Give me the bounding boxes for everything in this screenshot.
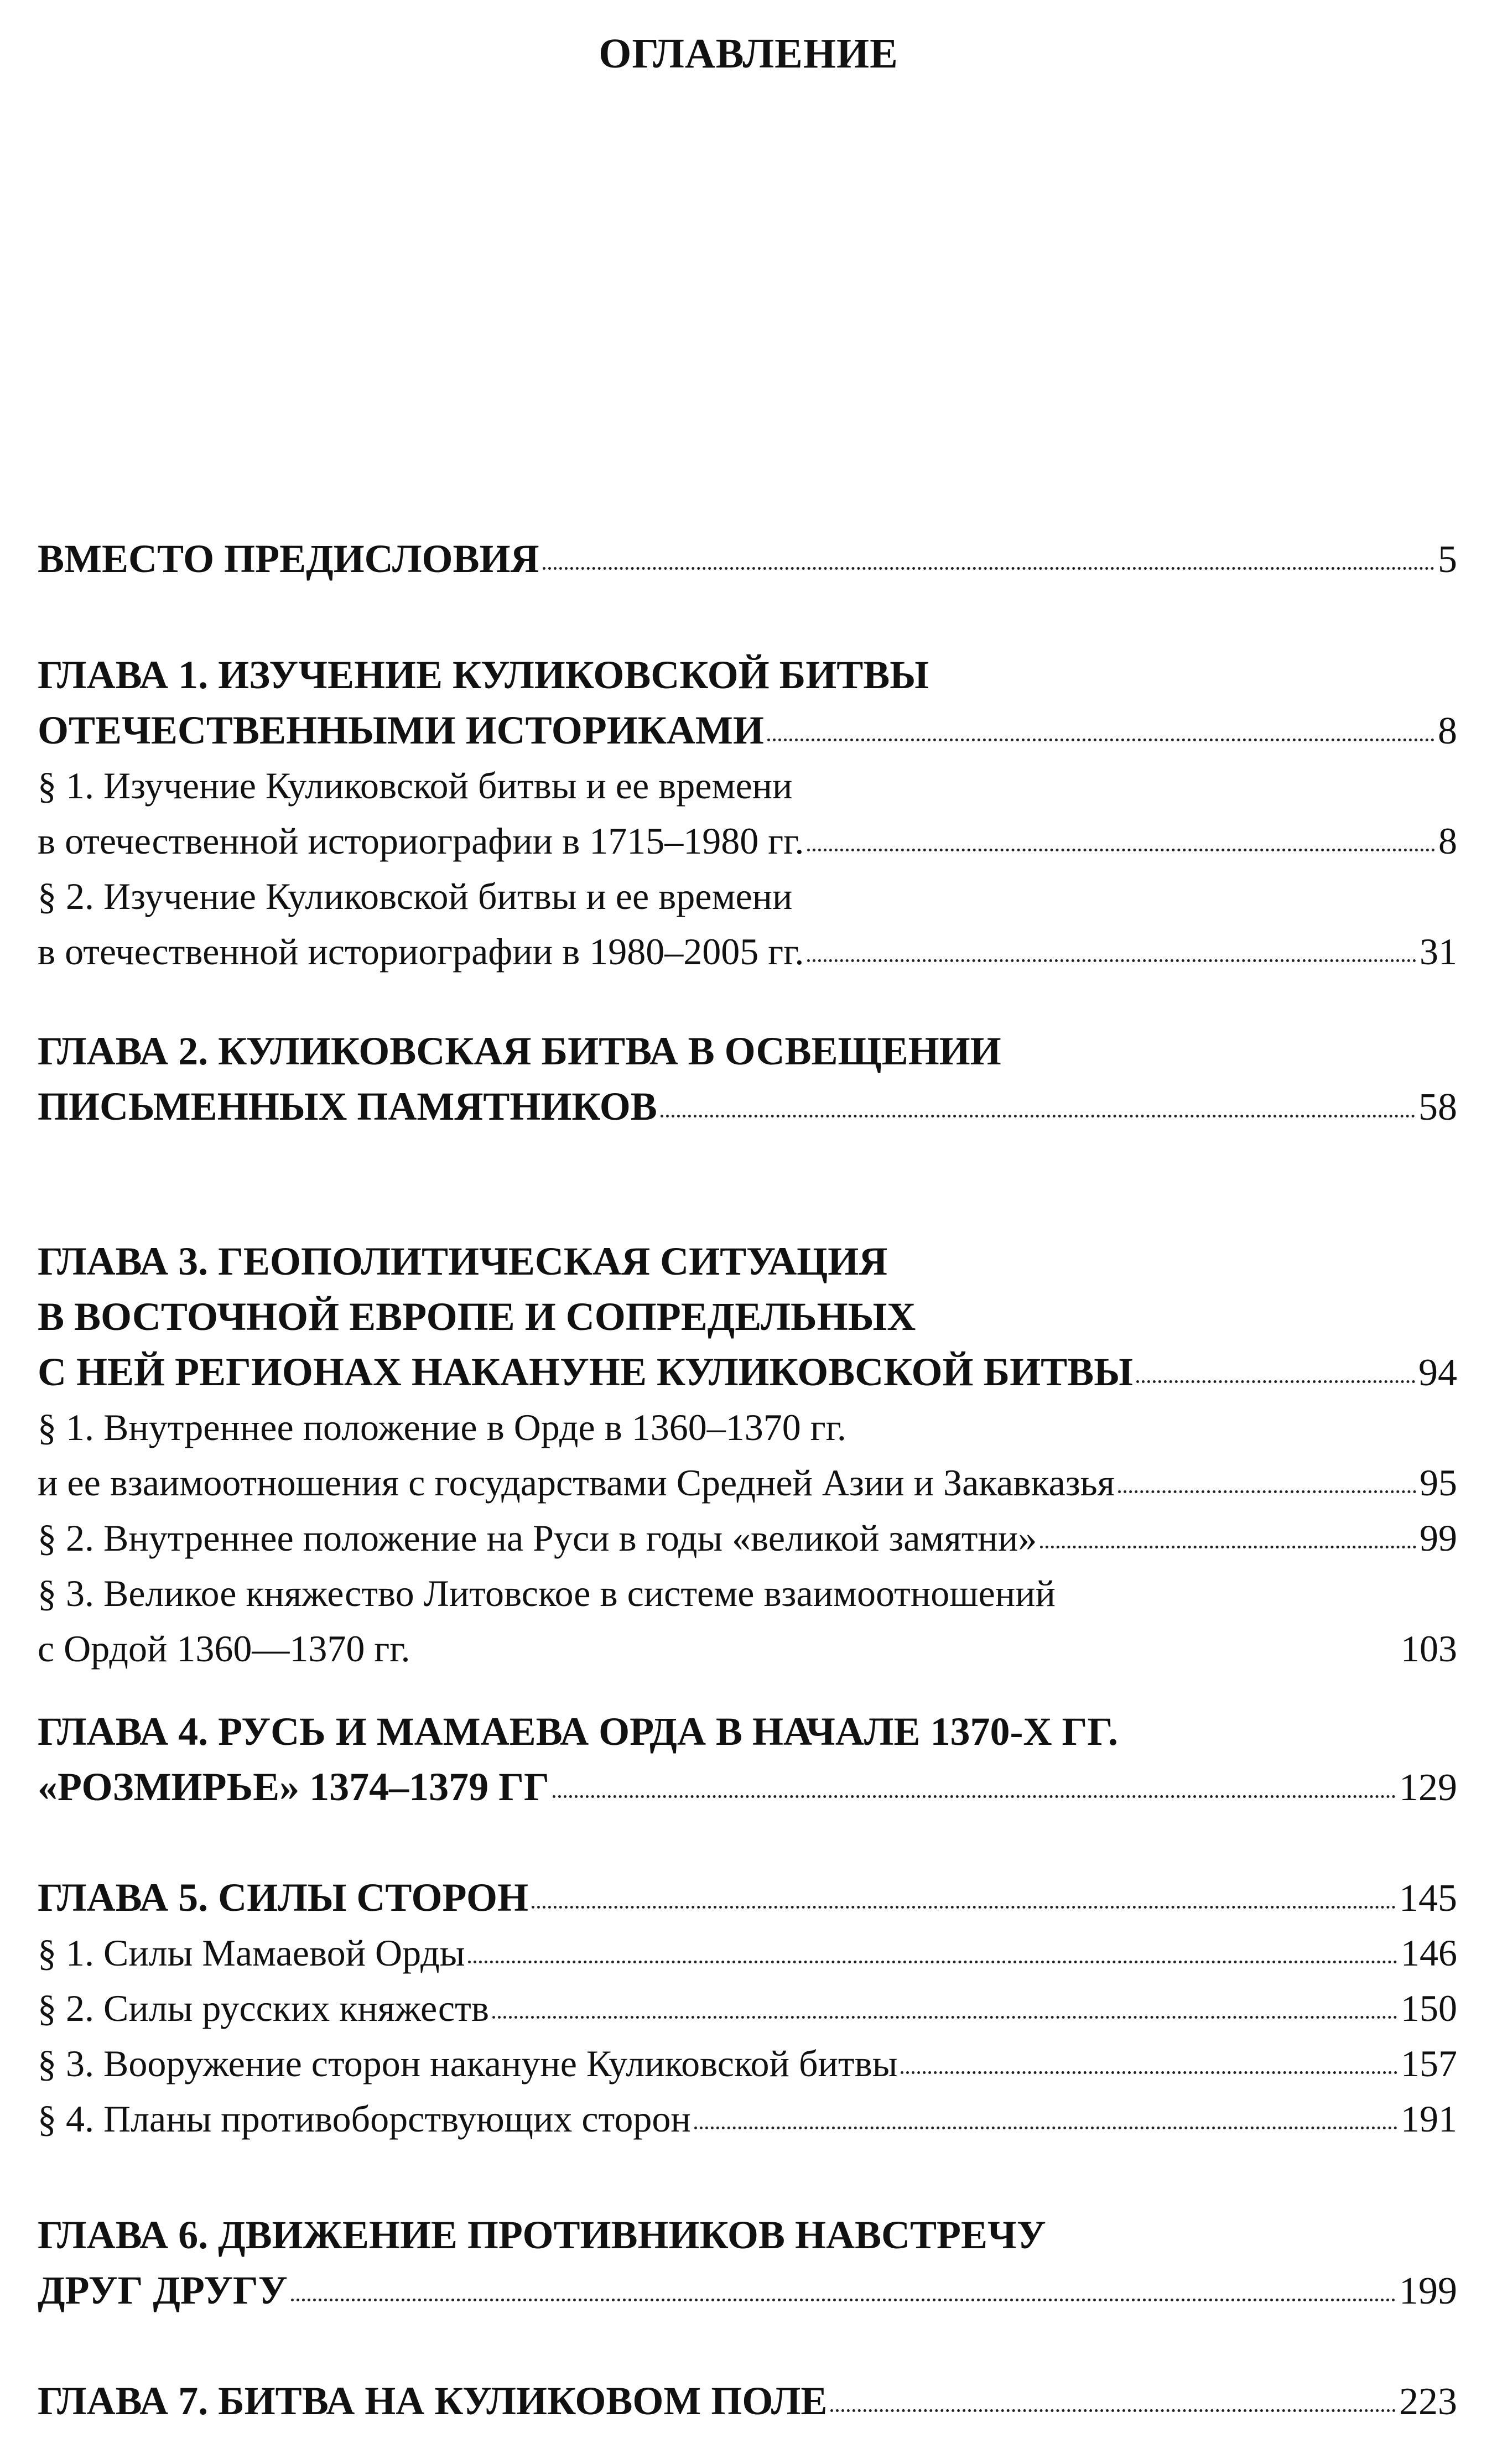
- dot-leader: [291, 2299, 1396, 2301]
- dot-leader: [901, 2071, 1397, 2074]
- page-number: 31: [1420, 931, 1457, 973]
- toc-chapter-line: [38, 1079, 1457, 1134]
- toc-section-line: [38, 813, 1457, 869]
- dot-leader: [1136, 1380, 1415, 1383]
- section-title: и ее взаимоотношения с государствами Средней Азии и Закавказья: [38, 1462, 1115, 1504]
- dot-leader: [492, 2016, 1397, 2019]
- toc-chapter-line: [38, 1704, 1457, 1759]
- toc-section-line: [38, 1980, 1457, 2036]
- chapter-title: В ВОСТОЧНОЙ ЕВРОПЕ И СОПРЕДЕЛЬНЫХ: [38, 1295, 916, 1339]
- dot-leader: [1040, 1546, 1416, 1548]
- section-title: § 1. Внутреннее положение в Орде в 1360–1370 гг.: [38, 1406, 846, 1448]
- dot-leader: [543, 567, 1434, 570]
- page-number: 150: [1401, 1987, 1457, 2029]
- page-number: 146: [1401, 1932, 1457, 1974]
- chapter-title: ГЛАВА 2. КУЛИКОВСКАЯ БИТВА В ОСВЕЩЕНИИ: [38, 1029, 1001, 1073]
- dot-leader: [661, 1115, 1415, 1117]
- section-title: § 2. Изучение Куликовской битвы и ее времени: [38, 875, 793, 917]
- toc-section-line: [38, 1400, 1457, 1455]
- toc-section-line: [38, 1510, 1457, 1566]
- dot-leader: [1118, 1490, 1416, 1493]
- toc-section-line: [38, 2036, 1457, 2091]
- chapter-title: ГЛАВА 1. ИЗУЧЕНИЕ КУЛИКОВСКОЙ БИТВЫ: [38, 653, 929, 697]
- toc-chapter-line: [38, 1023, 1457, 1079]
- toc-chapter-line: [38, 2373, 1457, 2429]
- chapter-title: ГЛАВА 4. РУСЬ И МАМАЕВА ОРДА В НАЧАЛЕ 1370-Х ГГ.: [38, 1709, 1118, 1754]
- section-title: в отечественной историографии в 1980–2005 гг.: [38, 931, 804, 973]
- section-title: в отечественной историографии в 1715–1980 гг.: [38, 820, 804, 862]
- toc-section-line: [38, 869, 1457, 924]
- page-number: 8: [1438, 820, 1457, 862]
- toc-chapter-line: [38, 1289, 1457, 1344]
- section-title: с Ордой 1360—1370 гг.: [38, 1628, 410, 1670]
- section-title: § 3. Великое княжество Литовское в системе взаимоотношений: [38, 1572, 1056, 1614]
- page-number: 191: [1401, 2098, 1457, 2140]
- chapter-title: С НЕЙ РЕГИОНАХ НАКАНУНЕ КУЛИКОВСКОЙ БИТВЫ: [38, 1350, 1133, 1394]
- section-title: § 4. Планы противоборствующих сторон: [38, 2098, 691, 2140]
- chapter-title: ПИСЬМЕННЫХ ПАМЯТНИКОВ: [38, 1084, 657, 1129]
- page-number: 103: [1401, 1628, 1457, 1670]
- chapter-title: ГЛАВА 3. ГЕОПОЛИТИЧЕСКАЯ СИТУАЦИЯ: [38, 1239, 888, 1283]
- toc-chapter-line: [38, 1344, 1457, 1400]
- section-title: § 2. Внутреннее положение на Руси в годы «великой замятни»: [38, 1517, 1037, 1559]
- page-number: 58: [1418, 1086, 1457, 1129]
- page-number: 94: [1418, 1351, 1457, 1394]
- dot-leader: [807, 959, 1416, 962]
- page-number: 5: [1438, 538, 1457, 581]
- dot-leader: [553, 1795, 1396, 1798]
- chapter-title: «РОЗМИРЬЕ» 1374–1379 ГГ: [38, 1765, 549, 1809]
- section-title: § 1. Изучение Куликовской битвы и ее времени: [38, 765, 793, 807]
- toc-chapter-line: [38, 531, 1457, 586]
- toc-section-line: [38, 924, 1457, 979]
- dot-leader: [807, 849, 1435, 851]
- page-number: 129: [1399, 1766, 1457, 1809]
- chapter-title: ГЛАВА 7. БИТВА НА КУЛИКОВОМ ПОЛЕ: [38, 2379, 828, 2423]
- dot-leader: [532, 1906, 1396, 1909]
- toc-chapter-line: [38, 1234, 1457, 1289]
- toc-chapter-line: [38, 1870, 1457, 1925]
- page-number: 145: [1399, 1877, 1457, 1920]
- chapter-title: ОТЕЧЕСТВЕННЫМИ ИСТОРИКАМИ: [38, 708, 764, 752]
- page-number: 8: [1438, 710, 1457, 752]
- toc-section-line: [38, 1621, 1457, 1676]
- dot-leader: [468, 1961, 1397, 1963]
- toc-chapter-line: [38, 2263, 1457, 2318]
- section-title: § 1. Силы Мамаевой Орды: [38, 1932, 465, 1974]
- toc-section-line: [38, 1566, 1457, 1621]
- toc-section-line: [38, 2091, 1457, 2146]
- chapter-title: ВМЕСТО ПРЕДИСЛОВИЯ: [38, 537, 539, 581]
- toc-chapter-line: [38, 2207, 1457, 2263]
- chapter-title: ГЛАВА 6. ДВИЖЕНИЕ ПРОТИВНИКОВ НАВСТРЕЧУ: [38, 2213, 1046, 2257]
- page-title: ОГЛАВЛЕНИЕ: [599, 30, 898, 77]
- toc-section-line: [38, 758, 1457, 813]
- toc-section-line: [38, 1925, 1457, 1980]
- chapter-title: ДРУГ ДРУГУ: [38, 2268, 288, 2312]
- section-title: § 2. Силы русских княжеств: [38, 1987, 489, 2029]
- dot-leader: [830, 2409, 1396, 2412]
- page-number: 199: [1399, 2270, 1457, 2312]
- chapter-title: ГЛАВА 5. СИЛЫ СТОРОН: [38, 1875, 529, 1920]
- toc-section-line: [38, 1455, 1457, 1510]
- toc-chapter-line: [38, 703, 1457, 758]
- page-number: 157: [1401, 2042, 1457, 2084]
- page-number: 223: [1399, 2380, 1457, 2423]
- toc-chapter-line: [38, 1759, 1457, 1815]
- dot-leader: [767, 739, 1434, 741]
- section-title: § 3. Вооружение сторон накануне Куликовской битвы: [38, 2042, 898, 2084]
- toc-chapter-line: [38, 647, 1457, 703]
- page-number: 99: [1420, 1517, 1457, 1559]
- page-number: 95: [1420, 1462, 1457, 1504]
- dot-leader: [694, 2127, 1397, 2129]
